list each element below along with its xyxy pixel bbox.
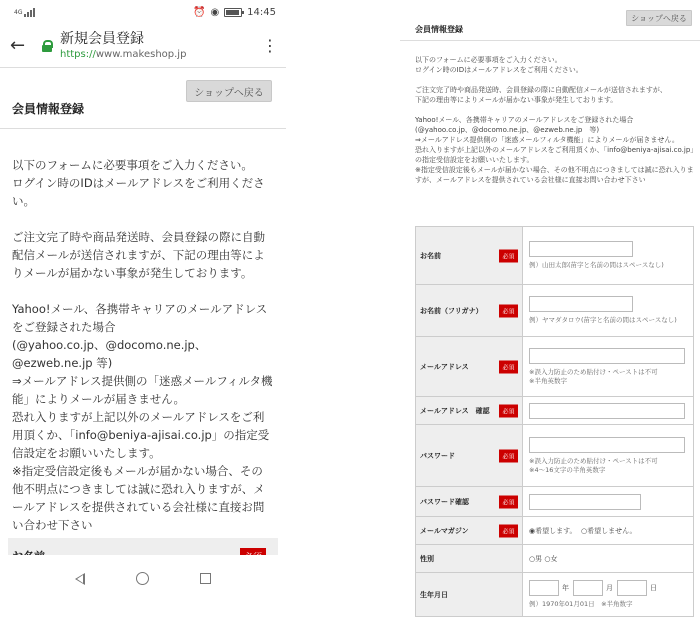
form-value-cell [523,285,694,337]
mobile-page-content [0,70,286,542]
form-row-password [416,425,694,487]
browser-page-title: 新規会員登録 [60,30,144,47]
android-nav-bar [0,555,286,602]
magazine-no-radio[interactable]: ○希望しません。 [581,526,637,535]
nav-recent-icon[interactable] [200,573,211,584]
password-confirm-label: パスワード確認 [420,497,469,506]
form-label-cell [416,487,523,517]
form-label-cell [416,573,523,617]
password-input[interactable] [529,437,685,453]
yahoo-line: Yahoo!メール、各携帯キャリアのメールアドレスをご登録された場合 [415,116,634,124]
kana-input[interactable] [529,296,633,312]
yahoo-line: ⇒メールアドレス提供側の「迷惑メールフィルタ機能」によりメールが届きません。 [415,136,679,144]
yahoo-line: 恐れ入りますが上記以外のメールアドレスをご利用頂くか、「info@beniya-ajisai.co.jp」の指定受信設定をお願いいたします。 [415,146,694,164]
birthday-hint: 例）1970年01月01日 ※半角数字 [529,600,633,608]
back-to-shop-button[interactable]: ショップへ戻る [626,10,692,26]
back-to-shop-button[interactable]: ショップへ戻る [186,80,272,102]
yahoo-line: ※指定受信設定後もメールが届かない場合、その他不明点につきましては誠に恐れ入りますが、メールアドレスを提供されている会社様に直接お問い合わせ下さい [12,464,265,532]
gender-label: 性別 [420,554,434,563]
required-badge: 必須 [499,249,518,262]
email-confirm-label: メールアドレス 確認 [420,406,490,415]
intro-line: ログイン時のIDはメールアドレスをご利用ください。 [12,176,265,208]
form-value-cell [523,573,694,617]
network-indicator [14,8,35,17]
required-badge: 必須 [499,304,518,317]
year-label: 年 [562,584,569,592]
intro-paragraph [12,156,274,210]
yahoo-line: Yahoo!メール、各携帯キャリアのメールアドレスをご登録された場合 [12,302,268,334]
url-host: www.makeshop.jp [95,48,187,60]
battery-icon [224,8,242,17]
desktop-screen [400,0,700,608]
email-note: ※半角英数字 [529,376,567,385]
back-arrow-icon[interactable]: ← [10,35,26,56]
form-row-email-confirm [416,397,694,425]
clock: 14:45 [247,6,276,18]
form-label-cell [416,285,523,337]
url-scheme: https:// [60,48,96,60]
magazine-yes-radio[interactable]: ◉希望します。 [529,526,577,535]
required-badge: 必須 [499,449,518,462]
url-area[interactable] [60,30,262,62]
yahoo-paragraph [415,115,695,185]
status-right [193,7,276,18]
day-label: 日 [650,584,657,592]
notice-line: ご注文完了時や商品発送時、会員登録の際に自動配信メールが送信されますが、 [415,86,667,94]
divider [400,40,700,41]
form-label-cell [416,397,523,425]
password-notes [529,457,687,475]
notice-paragraph [415,85,695,105]
email-label: メールアドレス [420,362,469,371]
notice-line: 下記の理由等によりメールが届かない事象が発生しております。 [415,96,618,104]
yahoo-paragraph [12,300,274,534]
yahoo-line: (@yahoo.co.jp、@docomo.ne.jp、@ezweb.ne.jp 等) [415,126,600,134]
intro-line: 以下のフォームに必要事項をご入力ください。 [12,158,253,172]
divider [0,128,286,129]
birth-year-input[interactable] [529,580,559,596]
password-label: パスワード [420,451,455,460]
page-title: 会員情報登録 [415,25,463,34]
form-value-cell [523,397,694,425]
form-label-cell [416,227,523,285]
birth-month-input[interactable] [573,580,603,596]
intro-paragraph [415,55,695,75]
alarm-icon: ⏰ [192,6,206,18]
name-hint: 例）山田太郎(苗字と名前の間はスペースなし) [529,261,664,269]
gender-male-radio[interactable]: ○男 [529,554,543,563]
kana-label: お名前（フリガナ） [420,306,483,315]
page-title: 会員情報登録 [12,102,85,116]
required-badge: 必須 [499,495,518,508]
lock-icon [42,40,52,52]
form-row-magazine [416,517,694,545]
password-note: ※4～16文字の半角英数字 [529,465,606,474]
intro-line: 以下のフォームに必要事項をご入力ください。 [415,56,562,64]
yahoo-line: ※指定受信設定後もメールが届かない場合、その他不明点につきましては誠に恐れ入りますが、メールアドレスを提供されている会社様に直接お問い合わせ下さい [415,166,694,184]
email-confirm-input[interactable] [529,403,685,419]
mobile-screen [0,0,286,602]
email-input[interactable] [529,348,685,364]
registration-form [415,226,694,617]
email-notes [529,368,687,386]
required-badge: 必須 [499,360,518,373]
form-row-kana [416,285,694,337]
name-input[interactable] [529,241,633,257]
magazine-label: メールマガジン [420,526,469,535]
status-bar [0,0,286,24]
form-value-cell [523,517,694,545]
name-label: お名前 [420,251,441,260]
email-note: ※誤入力防止のため貼付け・ペーストは不可 [529,367,658,376]
birthday-label: 生年月日 [420,590,448,599]
yahoo-line: ⇒メールアドレス提供側の「迷惑メールフィルタ機能」によりメールが届きません。 [12,374,273,406]
browser-url [60,48,262,62]
form-label-cell [416,545,523,573]
form-label-cell [416,337,523,397]
birth-day-input[interactable] [617,580,647,596]
form-row-password-confirm [416,487,694,517]
intro-text [12,156,274,534]
yahoo-line: 恐れ入りますが上記以外のメールアドレスをご利用頂くか、「info@beniya-ajisai.co.jp」の指定受信設定をお願いいたします。 [12,410,270,460]
form-value-cell [523,487,694,517]
eye-icon: ◉ [210,6,220,18]
yahoo-line: (@yahoo.co.jp、@docomo.ne.jp、@ezweb.ne.jp 等) [12,338,207,370]
required-badge: 必須 [499,524,518,537]
form-value-cell [523,545,694,573]
browser-url-bar [0,24,286,68]
signal-icon [24,8,35,17]
password-confirm-input[interactable] [529,494,641,510]
more-menu-icon[interactable]: ⋮ [262,35,278,55]
form-label-cell [416,425,523,487]
form-value-cell [523,425,694,487]
form-row-email [416,337,694,397]
intro-line: ログイン時のIDはメールアドレスをご利用ください。 [415,66,583,74]
form-row-gender [416,545,694,573]
notice-paragraph: ご注文完了時や商品発送時、会員登録の際に自動配信メールが送信されますが、下記の理由等によりメールが届かない事象が発生しております。 [12,230,265,280]
kana-hint: 例）ヤマダタロウ(苗字と名前の間はスペースなし) [529,316,677,324]
form-label-cell [416,517,523,545]
nav-back-icon[interactable] [75,573,85,585]
form-row-name [416,227,694,285]
required-badge: 必須 [499,404,518,417]
password-note: ※誤入力防止のため貼付け・ペーストは不可 [529,456,658,465]
form-value-cell [523,337,694,397]
form-value-cell [523,227,694,285]
gender-female-radio[interactable]: ○女 [544,554,558,563]
network-type: 4G [14,8,23,16]
month-label: 月 [606,584,613,592]
nav-home-icon[interactable] [136,572,149,585]
form-row-birthday [416,573,694,617]
intro-text [415,55,695,185]
